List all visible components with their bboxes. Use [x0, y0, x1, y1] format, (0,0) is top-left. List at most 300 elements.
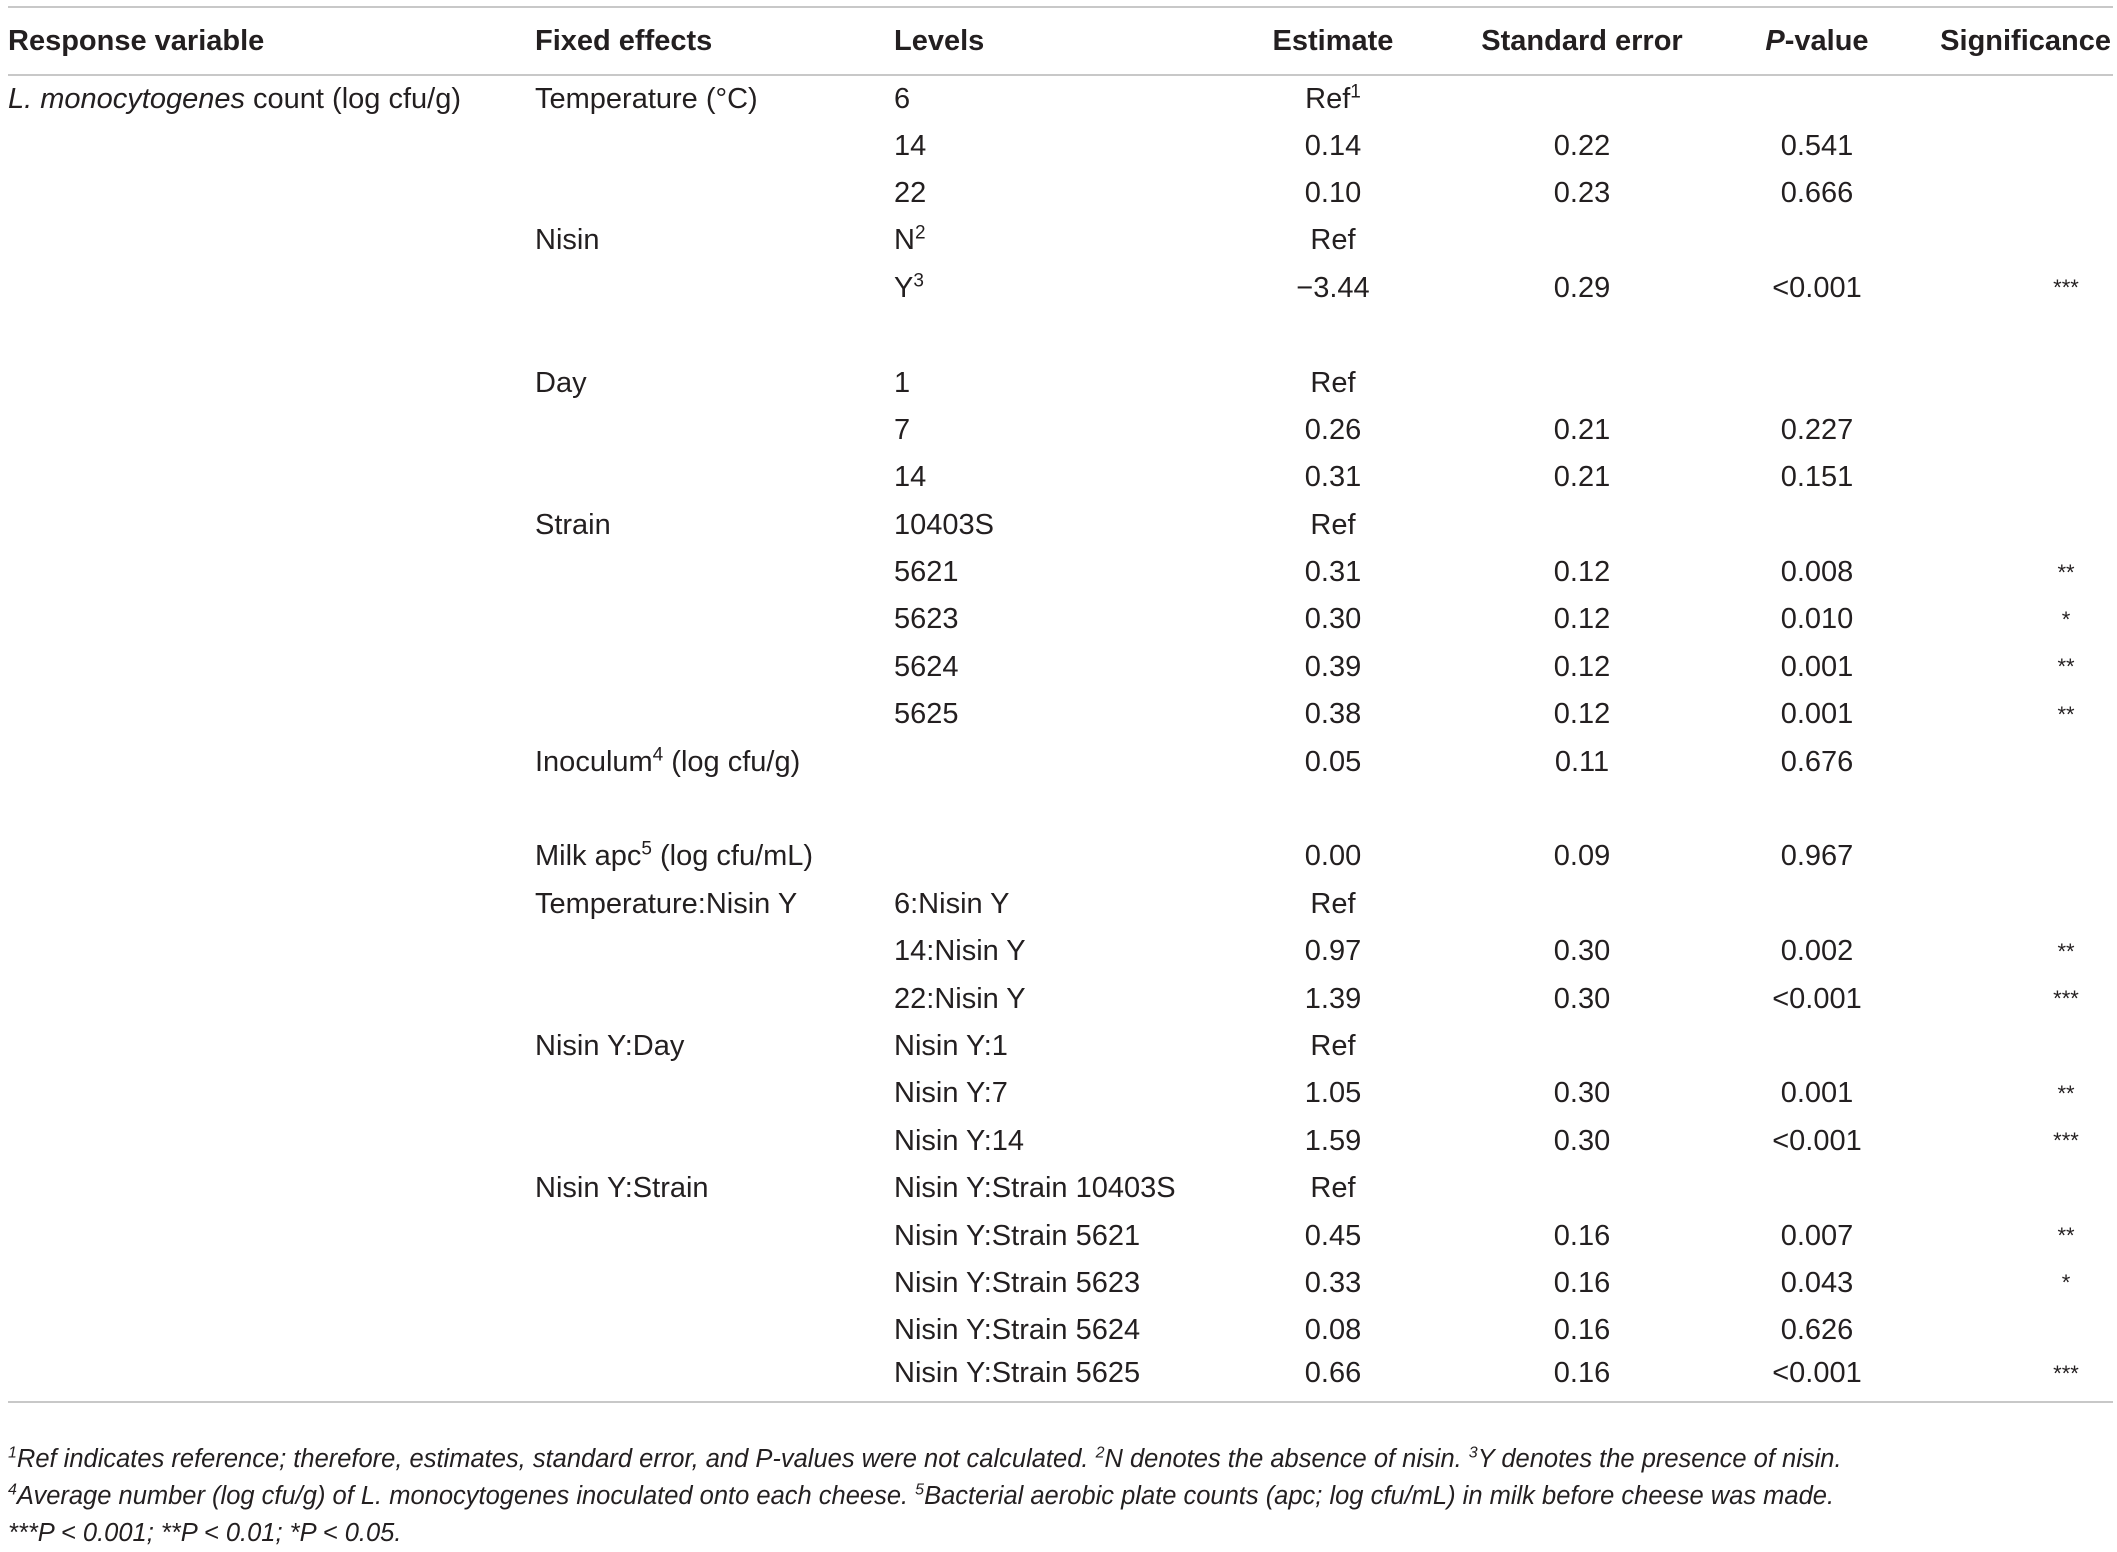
- standard-error-value: 0.30: [1553, 982, 1611, 1015]
- cell-estimate: [1229, 502, 1437, 549]
- fixed-effect-unit: (log cfu/mL): [651, 840, 814, 873]
- cell-level: [894, 549, 1229, 596]
- estimate-value: −3.44: [1296, 271, 1370, 304]
- cell-significance: [1907, 1023, 2113, 1070]
- estimate-footnote-marker: 1: [1350, 81, 1361, 103]
- cell-response: [8, 1355, 535, 1402]
- response-unit: count (log cfu/g): [244, 82, 461, 115]
- cell-response: [8, 1212, 535, 1259]
- cell-response: [8, 407, 535, 454]
- footnote-line-1: [8, 1441, 2113, 1478]
- cell-significance: [1907, 265, 2113, 312]
- p-value: 0.541: [1780, 129, 1854, 162]
- standard-error-value: 0.29: [1553, 271, 1611, 304]
- cell-significance: [1907, 1070, 2113, 1117]
- header-p-rest: -value: [1784, 24, 1869, 57]
- standard-error-value: 0.09: [1553, 840, 1611, 873]
- cell-estimate: [1229, 1118, 1437, 1165]
- p-value: <0.001: [1772, 271, 1862, 304]
- cell-standard-error: [1437, 644, 1727, 691]
- cell-standard-error: [1437, 359, 1727, 406]
- cell-significance: [1907, 1212, 2113, 1259]
- cell-significance: [1907, 454, 2113, 501]
- cell-standard-error: [1437, 75, 1727, 122]
- estimate-value: 0.66: [1304, 1357, 1362, 1390]
- cell-estimate: [1229, 975, 1437, 1022]
- cell-response: [8, 644, 535, 691]
- cell-p-value: [1727, 122, 1907, 169]
- standard-error-value: 0.12: [1553, 650, 1611, 683]
- level-label: 14: [894, 129, 927, 162]
- spacer-cell: [1437, 786, 1727, 833]
- p-value: 0.001: [1780, 650, 1854, 683]
- cell-response: [8, 265, 535, 312]
- cell-response: [8, 1307, 535, 1354]
- significance-stars: ***: [2053, 1128, 2079, 1154]
- cell-response: [8, 833, 535, 880]
- cell-level: [894, 833, 1229, 880]
- cell-standard-error: [1437, 1307, 1727, 1354]
- level-label: Nisin Y:7: [894, 1077, 1008, 1110]
- cell-level: [894, 359, 1229, 406]
- cell-p-value: [1727, 1212, 1907, 1259]
- cell-fixed-effect: [535, 1165, 894, 1212]
- cell-estimate: [1229, 75, 1437, 122]
- cell-significance: [1907, 596, 2113, 643]
- cell-estimate: [1229, 833, 1437, 880]
- cell-standard-error: [1437, 265, 1727, 312]
- cell-estimate: [1229, 1260, 1437, 1307]
- standard-error-value: 0.21: [1553, 461, 1611, 494]
- cell-significance: [1907, 1118, 2113, 1165]
- header-standard-error: Standard error: [1437, 7, 1727, 75]
- cell-standard-error: [1437, 1023, 1727, 1070]
- cell-response: [8, 1023, 535, 1070]
- cell-fixed-effect: [535, 122, 894, 169]
- cell-p-value: [1727, 881, 1907, 928]
- cell-response: [8, 1165, 535, 1212]
- cell-standard-error: [1437, 1118, 1727, 1165]
- cell-p-value: [1727, 549, 1907, 596]
- header-significance: Significance: [1907, 7, 2113, 75]
- cell-estimate: [1229, 549, 1437, 596]
- cell-standard-error: [1437, 502, 1727, 549]
- spacer-cell: [535, 786, 894, 833]
- table-row: [8, 596, 2113, 643]
- fixed-effect-label: Nisin Y:Day: [535, 1030, 685, 1062]
- standard-error-value: 0.21: [1553, 413, 1611, 446]
- cell-significance: [1907, 1165, 2113, 1212]
- table-row: [8, 454, 2113, 501]
- estimate-value: Ref: [1310, 224, 1356, 257]
- fixed-effect-label: Temperature:Nisin Y: [535, 887, 798, 920]
- cell-estimate: [1229, 596, 1437, 643]
- table-row: [8, 1118, 2113, 1165]
- table-row: [8, 1023, 2113, 1070]
- cell-response: [8, 122, 535, 169]
- spacer-cell: [1907, 786, 2113, 833]
- footnotes: [8, 1441, 2113, 1552]
- level-label: 10403S: [894, 508, 994, 541]
- cell-significance: [1907, 928, 2113, 975]
- fixed-effect-label: Temperature (°C): [535, 82, 758, 115]
- cell-standard-error: [1437, 691, 1727, 738]
- header-response: Response variable: [8, 7, 535, 75]
- cell-response: [8, 1118, 535, 1165]
- cell-standard-error: [1437, 928, 1727, 975]
- cell-level: [894, 644, 1229, 691]
- cell-significance: [1907, 1260, 2113, 1307]
- cell-p-value: [1727, 1118, 1907, 1165]
- estimate-value: 0.97: [1304, 935, 1362, 968]
- spacer-cell: [1727, 786, 1907, 833]
- cell-level: [894, 1070, 1229, 1117]
- cell-standard-error: [1437, 596, 1727, 643]
- cell-standard-error: [1437, 454, 1727, 501]
- cell-significance: [1907, 1307, 2113, 1354]
- cell-p-value: [1727, 644, 1907, 691]
- header-p-italic: P: [1765, 24, 1785, 57]
- standard-error-value: 0.30: [1553, 1124, 1611, 1157]
- cell-level: [894, 738, 1229, 785]
- cell-fixed-effect: [535, 170, 894, 217]
- cell-significance: [1907, 217, 2113, 264]
- footnote-5-marker: 5: [915, 1481, 925, 1499]
- table-row: [8, 265, 2113, 312]
- estimate-value: 0.26: [1304, 413, 1362, 446]
- estimate-value: 0.05: [1304, 745, 1362, 778]
- spacer-cell: [1229, 786, 1437, 833]
- p-value: 0.001: [1780, 1077, 1854, 1110]
- table-body: [8, 75, 2113, 1402]
- cell-significance: [1907, 644, 2113, 691]
- cell-estimate: [1229, 1070, 1437, 1117]
- table-row: [8, 549, 2113, 596]
- footnote-4-marker: 4: [8, 1481, 17, 1499]
- fixed-effect-footnote-marker: 5: [641, 838, 652, 860]
- cell-response: [8, 170, 535, 217]
- cell-fixed-effect: [535, 1023, 894, 1070]
- cell-estimate: [1229, 407, 1437, 454]
- footnote-significance: ***P < 0.001; **P < 0.01; *P < 0.05.: [8, 1519, 402, 1547]
- cell-level: [894, 454, 1229, 501]
- table-row: [8, 928, 2113, 975]
- cell-estimate: [1229, 1165, 1437, 1212]
- cell-fixed-effect: [535, 928, 894, 975]
- cell-level: [894, 1118, 1229, 1165]
- table-row: [8, 1165, 2113, 1212]
- p-value: 0.227: [1780, 413, 1854, 446]
- cell-fixed-effect: [535, 738, 894, 785]
- cell-fixed-effect: [535, 1070, 894, 1117]
- level-label: 5625: [894, 698, 959, 731]
- fixed-effect-label: Nisin: [535, 224, 600, 257]
- estimate-value: 1.39: [1304, 982, 1362, 1015]
- fixed-effect-footnote-marker: 4: [652, 744, 664, 765]
- cell-p-value: [1727, 454, 1907, 501]
- table-row: [8, 122, 2113, 169]
- standard-error-value: 0.16: [1553, 1357, 1611, 1390]
- standard-error-value: 0.16: [1553, 1219, 1611, 1252]
- estimate-value: 0.08: [1304, 1314, 1362, 1347]
- footnote-line-3: [8, 1515, 2113, 1552]
- cell-estimate: [1229, 738, 1437, 785]
- cell-fixed-effect: [535, 881, 894, 928]
- standard-error-value: 0.23: [1553, 176, 1611, 209]
- table-row: [8, 407, 2113, 454]
- standard-error-value: 0.16: [1553, 1266, 1611, 1299]
- cell-standard-error: [1437, 122, 1727, 169]
- table-row: [8, 975, 2113, 1022]
- table-row: [8, 1070, 2113, 1117]
- cell-significance: [1907, 549, 2113, 596]
- significance-stars: **: [2057, 1080, 2075, 1106]
- significance-stars: **: [2057, 559, 2075, 585]
- p-value: 0.151: [1780, 461, 1854, 494]
- standard-error-value: 0.12: [1553, 603, 1611, 636]
- level-label: 22: [894, 176, 927, 209]
- cell-standard-error: [1437, 738, 1727, 785]
- cell-p-value: [1727, 738, 1907, 785]
- estimate-value: Ref: [1310, 366, 1356, 399]
- cell-response: [8, 1260, 535, 1307]
- significance-stars: **: [2057, 654, 2075, 680]
- header-estimate: Estimate: [1229, 7, 1437, 75]
- cell-level: [894, 170, 1229, 217]
- significance-stars: **: [2057, 1223, 2075, 1249]
- level-label: 14:Nisin Y: [894, 935, 1026, 968]
- cell-significance: [1907, 833, 2113, 880]
- spacer-cell: [1229, 312, 1437, 359]
- cell-estimate: [1229, 359, 1437, 406]
- cell-level: [894, 217, 1229, 264]
- estimate-value: 0.14: [1304, 129, 1362, 162]
- cell-response: [8, 1070, 535, 1117]
- level-label: 6: [894, 82, 911, 115]
- cell-fixed-effect: [535, 596, 894, 643]
- fixed-effect-label: Inoculum: [535, 745, 653, 778]
- cell-estimate: [1229, 881, 1437, 928]
- spacer-cell: [8, 786, 535, 833]
- p-value: 0.967: [1780, 840, 1854, 873]
- cell-standard-error: [1437, 1355, 1727, 1402]
- table-row: [8, 217, 2113, 264]
- header-row: [8, 7, 2113, 75]
- cell-p-value: [1727, 975, 1907, 1022]
- table-row: [8, 1355, 2113, 1402]
- estimate-value: 0.10: [1304, 176, 1362, 209]
- cell-fixed-effect: [535, 502, 894, 549]
- level-label: 14: [894, 461, 927, 494]
- cell-p-value: [1727, 1355, 1907, 1402]
- cell-standard-error: [1437, 407, 1727, 454]
- cell-significance: [1907, 1355, 2113, 1402]
- standard-error-value: 0.12: [1553, 698, 1611, 731]
- table-row: [8, 75, 2113, 122]
- table-row: [8, 644, 2113, 691]
- level-label: 7: [894, 413, 911, 446]
- level-label: 22:Nisin Y: [894, 982, 1026, 1015]
- cell-estimate: [1229, 122, 1437, 169]
- cell-response: [8, 881, 535, 928]
- significance-stars: ***: [2053, 1360, 2079, 1386]
- spacer-cell: [535, 312, 894, 359]
- level-label: 1: [894, 366, 911, 399]
- estimate-value: Ref: [1310, 887, 1356, 920]
- cell-p-value: [1727, 359, 1907, 406]
- footnote-4: Average number (log cfu/g) of L. monocytogenes inoculated onto each cheese.: [16, 1482, 916, 1510]
- fixed-effect-label: Day: [535, 366, 587, 399]
- level-label: Y: [894, 271, 914, 304]
- cell-p-value: [1727, 502, 1907, 549]
- cell-standard-error: [1437, 975, 1727, 1022]
- cell-level: [894, 975, 1229, 1022]
- p-value: 0.043: [1780, 1266, 1854, 1299]
- estimate-value: 0.45: [1304, 1219, 1362, 1252]
- standard-error-value: 0.30: [1553, 1077, 1611, 1110]
- header-p-value: [1727, 7, 1907, 75]
- estimate-value: 1.05: [1304, 1077, 1362, 1110]
- p-value: 0.001: [1780, 698, 1854, 731]
- cell-standard-error: [1437, 1070, 1727, 1117]
- cell-estimate: [1229, 265, 1437, 312]
- level-label: N: [894, 224, 915, 257]
- cell-p-value: [1727, 1260, 1907, 1307]
- results-table: [8, 6, 2113, 1403]
- level-label: Nisin Y:Strain 5621: [894, 1219, 1141, 1252]
- level-footnote-marker: 3: [913, 270, 924, 292]
- table-row: [8, 170, 2113, 217]
- level-label: Nisin Y:Strain 5623: [894, 1266, 1141, 1299]
- estimate-value: 0.31: [1304, 556, 1362, 589]
- cell-p-value: [1727, 407, 1907, 454]
- cell-estimate: [1229, 1212, 1437, 1259]
- cell-p-value: [1727, 75, 1907, 122]
- footnote-2: N denotes the absence of nisin.: [1104, 1445, 1469, 1473]
- cell-estimate: [1229, 1355, 1437, 1402]
- estimate-value: 0.33: [1304, 1266, 1362, 1299]
- footnote-3-marker: 3: [1468, 1444, 1478, 1462]
- standard-error-value: 0.30: [1553, 935, 1611, 968]
- cell-standard-error: [1437, 833, 1727, 880]
- significance-stars: ***: [2053, 275, 2079, 301]
- cell-estimate: [1229, 928, 1437, 975]
- cell-response: [8, 549, 535, 596]
- p-value: 0.010: [1780, 603, 1854, 636]
- level-label: Nisin Y:1: [894, 1030, 1008, 1062]
- cell-level: [894, 75, 1229, 122]
- cell-estimate: [1229, 644, 1437, 691]
- cell-response: [8, 502, 535, 549]
- cell-fixed-effect: [535, 1212, 894, 1259]
- table-row: [8, 691, 2113, 738]
- p-value: 0.626: [1780, 1314, 1854, 1347]
- table-row: [8, 1212, 2113, 1259]
- fixed-effect-label: Strain: [535, 508, 611, 541]
- cell-level: [894, 928, 1229, 975]
- level-footnote-marker: 2: [914, 222, 926, 244]
- fixed-effect-label: Nisin Y:Strain: [535, 1172, 709, 1205]
- cell-significance: [1907, 691, 2113, 738]
- cell-standard-error: [1437, 881, 1727, 928]
- cell-fixed-effect: [535, 975, 894, 1022]
- footnote-3: Y denotes the presence of nisin.: [1477, 1445, 1842, 1473]
- spacer-cell: [1437, 312, 1727, 359]
- cell-fixed-effect: [535, 644, 894, 691]
- p-value: <0.001: [1772, 1124, 1862, 1157]
- cell-standard-error: [1437, 1212, 1727, 1259]
- cell-level: [894, 1165, 1229, 1212]
- cell-estimate: [1229, 170, 1437, 217]
- estimate-value: Ref: [1310, 1172, 1356, 1205]
- footnote-line-2: [8, 1478, 2113, 1515]
- cell-fixed-effect: [535, 691, 894, 738]
- significance-stars: **: [2057, 938, 2075, 964]
- cell-fixed-effect: [535, 217, 894, 264]
- fixed-effect-label: Milk apc: [535, 840, 642, 873]
- cell-p-value: [1727, 833, 1907, 880]
- cell-level: [894, 1260, 1229, 1307]
- cell-significance: [1907, 170, 2113, 217]
- cell-estimate: [1229, 1307, 1437, 1354]
- cell-level: [894, 691, 1229, 738]
- cell-response: [8, 454, 535, 501]
- footnote-2-marker: 2: [1095, 1444, 1105, 1462]
- cell-estimate: [1229, 1023, 1437, 1070]
- cell-p-value: [1727, 217, 1907, 264]
- cell-level: [894, 407, 1229, 454]
- cell-fixed-effect: [535, 75, 894, 122]
- cell-level: [894, 1023, 1229, 1070]
- p-value: <0.001: [1772, 1357, 1862, 1390]
- cell-p-value: [1727, 265, 1907, 312]
- cell-standard-error: [1437, 1165, 1727, 1212]
- cell-response: [8, 75, 535, 122]
- cell-estimate: [1229, 454, 1437, 501]
- p-value: 0.676: [1780, 745, 1854, 778]
- cell-significance: [1907, 407, 2113, 454]
- standard-error-value: 0.16: [1553, 1314, 1611, 1347]
- p-value: 0.008: [1780, 556, 1854, 589]
- cell-significance: [1907, 502, 2113, 549]
- cell-p-value: [1727, 1023, 1907, 1070]
- estimate-value: 0.39: [1304, 650, 1362, 683]
- spacer-cell: [1907, 312, 2113, 359]
- cell-significance: [1907, 881, 2113, 928]
- level-label: Nisin Y:14: [894, 1124, 1025, 1157]
- p-value: 0.002: [1780, 935, 1854, 968]
- cell-p-value: [1727, 1165, 1907, 1212]
- level-label: Nisin Y:Strain 10403S: [894, 1172, 1176, 1205]
- cell-response: [8, 928, 535, 975]
- cell-fixed-effect: [535, 359, 894, 406]
- estimate-value: 1.59: [1304, 1124, 1362, 1157]
- spacer-cell: [894, 786, 1229, 833]
- header-fixed-effects: Fixed effects: [535, 7, 894, 75]
- estimate-value: Ref: [1310, 508, 1356, 541]
- cell-p-value: [1727, 1307, 1907, 1354]
- footnote-5: Bacterial aerobic plate counts (apc; log cfu/mL) in milk before cheese was made.: [924, 1482, 1835, 1510]
- cell-fixed-effect: [535, 407, 894, 454]
- cell-p-value: [1727, 928, 1907, 975]
- cell-significance: [1907, 738, 2113, 785]
- cell-p-value: [1727, 596, 1907, 643]
- cell-response: [8, 738, 535, 785]
- level-label: 5621: [894, 556, 959, 589]
- standard-error-value: 0.22: [1553, 129, 1611, 162]
- level-label: 5623: [894, 603, 959, 636]
- cell-level: [894, 502, 1229, 549]
